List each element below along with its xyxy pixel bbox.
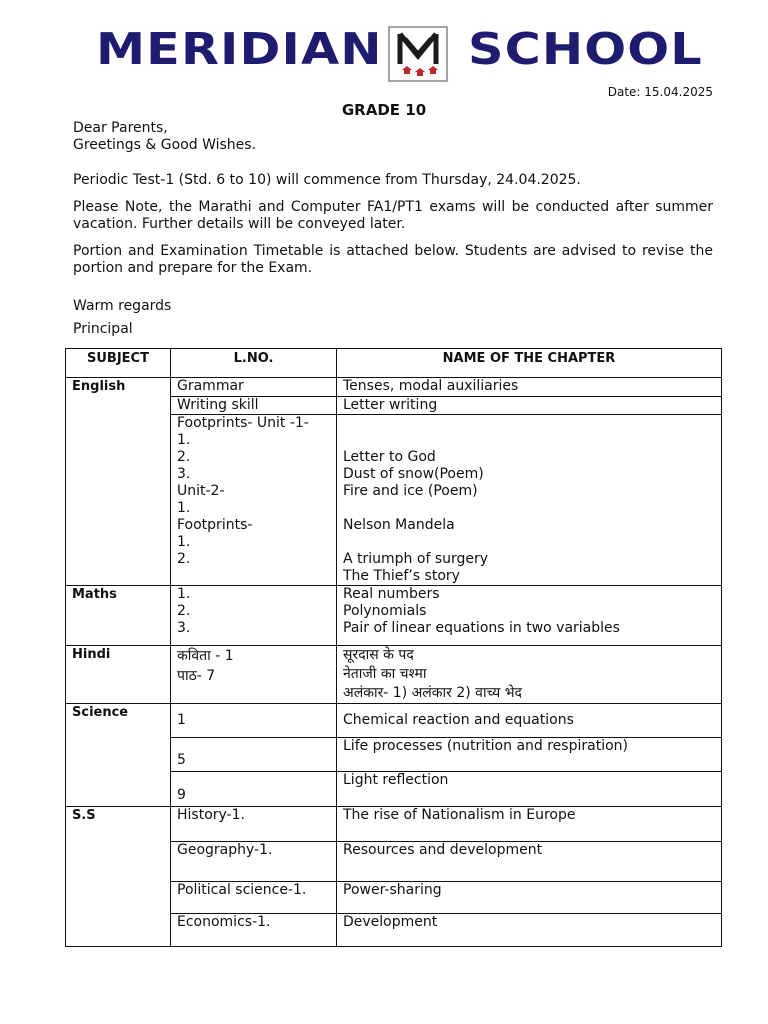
chapter-cell: Letter writing: [337, 397, 722, 415]
salutation: Dear Parents,: [73, 120, 168, 136]
table-header-row: [66, 349, 722, 378]
school-name-right: SCHOOL: [468, 24, 703, 75]
paragraph-note: Please Note, the Marathi and Computer FA1/PT1 exams will be conducted after summer vacation. Further details will be conveyed later.: [73, 199, 713, 232]
chapter-cell: Resources and development: [337, 842, 722, 882]
lesson-cell: 1. 2. 3.: [171, 586, 337, 646]
lesson-cell: 1: [171, 704, 337, 738]
lesson-cell: 5: [171, 738, 337, 772]
chapter-cell: Tenses, modal auxiliaries: [337, 378, 722, 397]
subject-maths: Maths: [66, 586, 171, 646]
chapter-cell: Chemical reaction and equations: [337, 704, 722, 738]
chapter-cell: Life processes (nutrition and respiration): [337, 738, 722, 772]
subject-english: English: [66, 378, 171, 586]
grade-title: GRADE 10: [341, 101, 427, 119]
header-lesson-number: L.NO.: [171, 349, 337, 378]
chapter-cell: Light reflection: [337, 772, 722, 807]
lesson-cell: Economics-1.: [171, 914, 337, 947]
closing-regards: Warm regards: [73, 298, 172, 314]
school-name-left: MERIDIAN: [96, 24, 383, 75]
lesson-cell: कविता - 1 पाठ- 7: [171, 646, 337, 704]
paragraph-test-start: Periodic Test-1 (Std. 6 to 10) will commence from Thursday, 24.04.2025.: [73, 172, 581, 188]
subject-hindi: Hindi: [66, 646, 171, 704]
chapter-cell: Power-sharing: [337, 882, 722, 914]
lesson-cell: Geography-1.: [171, 842, 337, 882]
school-header: [0, 26, 768, 82]
chapter-cell: The rise of Nationalism in Europe: [337, 807, 722, 842]
school-logo-icon: [388, 26, 448, 82]
paragraph-timetable: Portion and Examination Timetable is attached below. Students are advised to revise the portion and prepare for the Exam.: [73, 243, 713, 276]
header-subject: SUBJECT: [66, 349, 171, 378]
chapter-cell: Development: [337, 914, 722, 947]
table-row: [66, 704, 722, 738]
greeting: Greetings & Good Wishes.: [73, 137, 257, 153]
lesson-cell: History-1.: [171, 807, 337, 842]
table-row: [66, 586, 722, 646]
signature: Principal: [73, 321, 133, 337]
subject-social-studies: S.S: [66, 807, 171, 947]
lesson-cell: 9: [171, 772, 337, 807]
chapter-cell: Letter to God Dust of snow(Poem) Fire and ice (Poem) Nelson Mandela A triumph of surgery The Thief’s story: [337, 415, 722, 586]
subject-science: Science: [66, 704, 171, 807]
table-row: [66, 378, 722, 397]
table-row: [66, 646, 722, 704]
header-chapter-name: NAME OF THE CHAPTER: [337, 349, 722, 378]
chapter-cell: सूरदास के पद नेताजी का चश्मा अलंकार- 1) अलंकार 2) वाच्य भेद: [337, 646, 722, 704]
chapter-cell: Real numbers Polynomials Pair of linear equations in two variables: [337, 586, 722, 646]
lesson-cell: Writing skill: [171, 397, 337, 415]
lesson-cell: Political science-1.: [171, 882, 337, 914]
portion-table: [65, 348, 722, 947]
letter-date: Date: 15.04.2025: [607, 85, 713, 99]
lesson-cell: Grammar: [171, 378, 337, 397]
table-row: [66, 807, 722, 842]
lesson-cell: Footprints- Unit -1- 1. 2. 3. Unit-2- 1. Footprints- 1. 2.: [171, 415, 337, 586]
